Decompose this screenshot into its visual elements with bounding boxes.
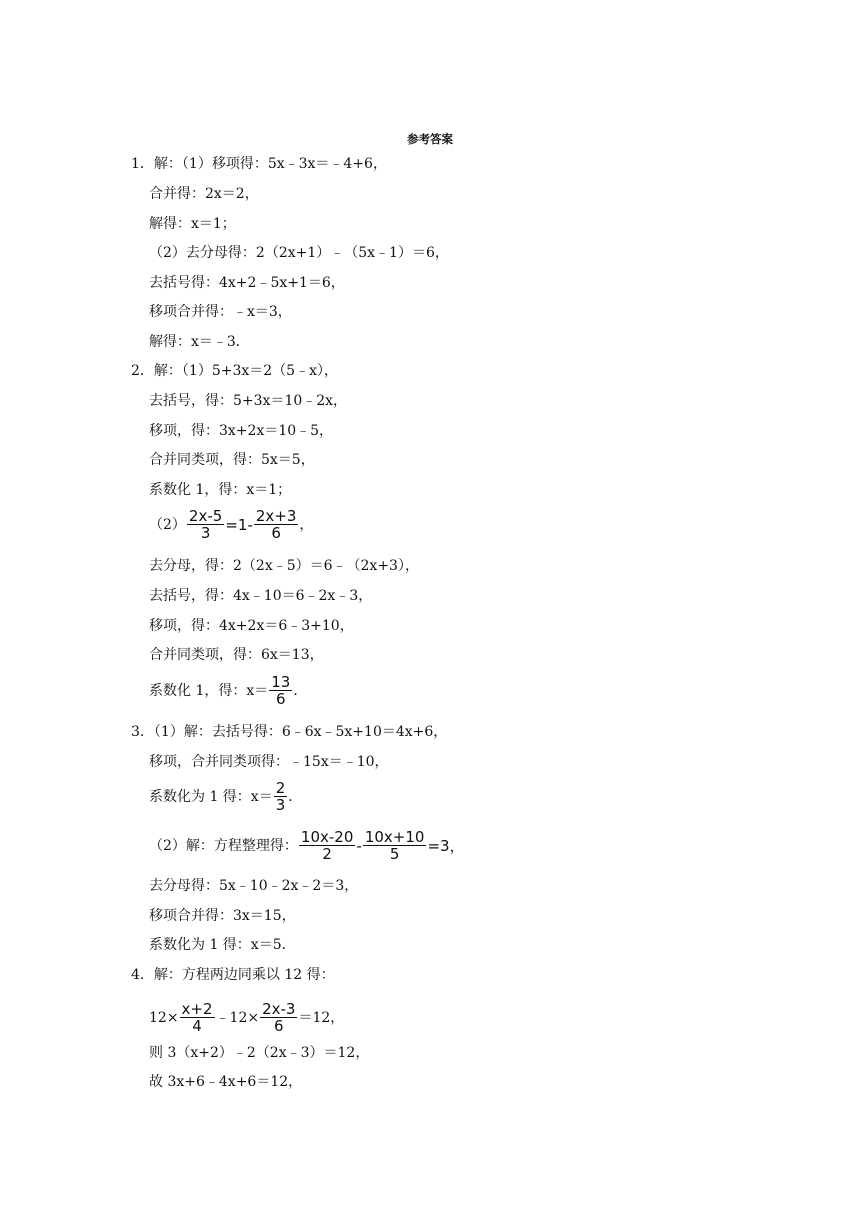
- q3-line-1: 3．（1）解：去括号得：6﹣6x﹣5x+10＝4x+6，: [131, 724, 448, 740]
- q2-l6-end: ，: [299, 516, 314, 533]
- fraction-denominator: 5: [389, 845, 400, 863]
- q2-line-5: 系数化 1，得：x＝1；: [149, 482, 292, 498]
- q2-line-8: 去括号，得：4x﹣10＝6﹣2x﹣3，: [149, 588, 373, 604]
- fraction: [363, 829, 427, 862]
- q4-line-3: 则 3（x+2）﹣2（2x﹣3）＝12，: [149, 1045, 370, 1061]
- fraction: [187, 508, 224, 541]
- q3-line-4: [149, 829, 465, 862]
- q2-line-9: 移项，得：4x+2x＝6﹣3+10，: [149, 618, 354, 634]
- q1-line-3: 解得：x＝1；: [149, 216, 236, 232]
- q2-line-10: 合并同类项，得：6x＝13，: [149, 647, 324, 663]
- q2-l6-prefix: （2）: [149, 516, 186, 533]
- q1-line-6: 移项合并得：﹣x＝3，: [149, 304, 292, 320]
- q3-line-6: 移项合并得：3x＝15，: [149, 908, 296, 924]
- fraction-denominator: 2: [322, 845, 332, 863]
- q2-l6-mid: =1-: [225, 515, 253, 534]
- fraction-denominator: 6: [271, 524, 281, 542]
- q3-l3-end: ．: [288, 788, 303, 805]
- page-title: 参考答案: [407, 132, 453, 146]
- fraction-numerator: 10x+10: [364, 828, 425, 846]
- q3-l4-end: =3，: [427, 836, 465, 855]
- fraction-denominator: 3: [200, 524, 211, 542]
- fraction-denominator: 6: [276, 690, 286, 708]
- fraction-numerator: 2x-5: [188, 507, 223, 525]
- q4-line-1: 4．解：方程两边同乘以 12 得：: [131, 967, 335, 983]
- q4-l2-mid: ﹣12×: [215, 1009, 260, 1026]
- q2-line-6: [149, 508, 313, 541]
- fraction-numerator: 2x-3: [262, 1000, 296, 1018]
- q3-l3-prefix: 系数化为 1 得：x＝: [149, 788, 273, 805]
- q1-line-5: 去括号得：4x+2﹣5x+1＝6，: [149, 275, 345, 291]
- q4-l2-end: ＝12，: [298, 1009, 345, 1026]
- q2-line-3: 移项，得：3x+2x＝10﹣5，: [149, 423, 334, 439]
- fraction: [260, 1001, 297, 1034]
- fraction: [269, 674, 292, 707]
- fraction-numerator: 13: [271, 673, 291, 691]
- q3-l4-prefix: （2）解：方程整理得：: [149, 837, 298, 854]
- q2-line-7: 去分母，得：2（2x﹣5）＝6﹣（2x+3），: [149, 558, 419, 574]
- fraction-numerator: 2: [275, 779, 286, 797]
- fraction-denominator: 4: [192, 1017, 202, 1035]
- q3-l4-mid: -: [356, 836, 362, 855]
- q1-line-7: 解得：x＝﹣3．: [149, 334, 250, 350]
- q2-l11-end: ．: [293, 682, 308, 699]
- q3-line-5: 去分母得：5x﹣10﹣2x﹣2＝3，: [149, 878, 359, 894]
- q1-line-1: 1．解：（1）移项得：5x﹣3x＝﹣4+6，: [131, 156, 387, 172]
- q2-line-2: 去括号，得：5+3x＝10﹣2x，: [149, 393, 348, 409]
- fraction-denominator: 3: [275, 796, 286, 814]
- q2-line-11: [149, 674, 307, 707]
- fraction: [299, 829, 355, 862]
- q4-line-2: [149, 1001, 344, 1034]
- q2-l11-prefix: 系数化 1，得：x＝: [149, 682, 269, 699]
- fraction-numerator: 10x-20: [300, 828, 354, 846]
- fraction-denominator: 6: [274, 1017, 284, 1035]
- q4-line-4: 故 3x+6﹣4x+6＝12，: [149, 1074, 303, 1090]
- fraction: [254, 508, 299, 541]
- q2-line-4: 合并同类项，得：5x＝5，: [149, 452, 315, 468]
- fraction-numerator: 2x+3: [255, 507, 297, 525]
- fraction: [180, 1001, 215, 1034]
- q3-line-3: [149, 780, 302, 813]
- q1-line-4: （2）去分母得：2（2x+1）﹣（5x﹣1）＝6，: [149, 245, 449, 261]
- fraction: [274, 780, 288, 813]
- q3-line-2: 移项，合并同类项得：﹣15x＝﹣10，: [149, 754, 389, 770]
- q2-line-1: 2．解：（1）5+3x＝2（5﹣x），: [131, 363, 338, 379]
- q3-line-7: 系数化为 1 得：x＝5．: [149, 937, 296, 953]
- q4-l2-prefix: 12×: [149, 1009, 179, 1026]
- q1-line-2: 合并得：2x＝2，: [149, 186, 259, 202]
- fraction-numerator: x+2: [181, 1000, 213, 1018]
